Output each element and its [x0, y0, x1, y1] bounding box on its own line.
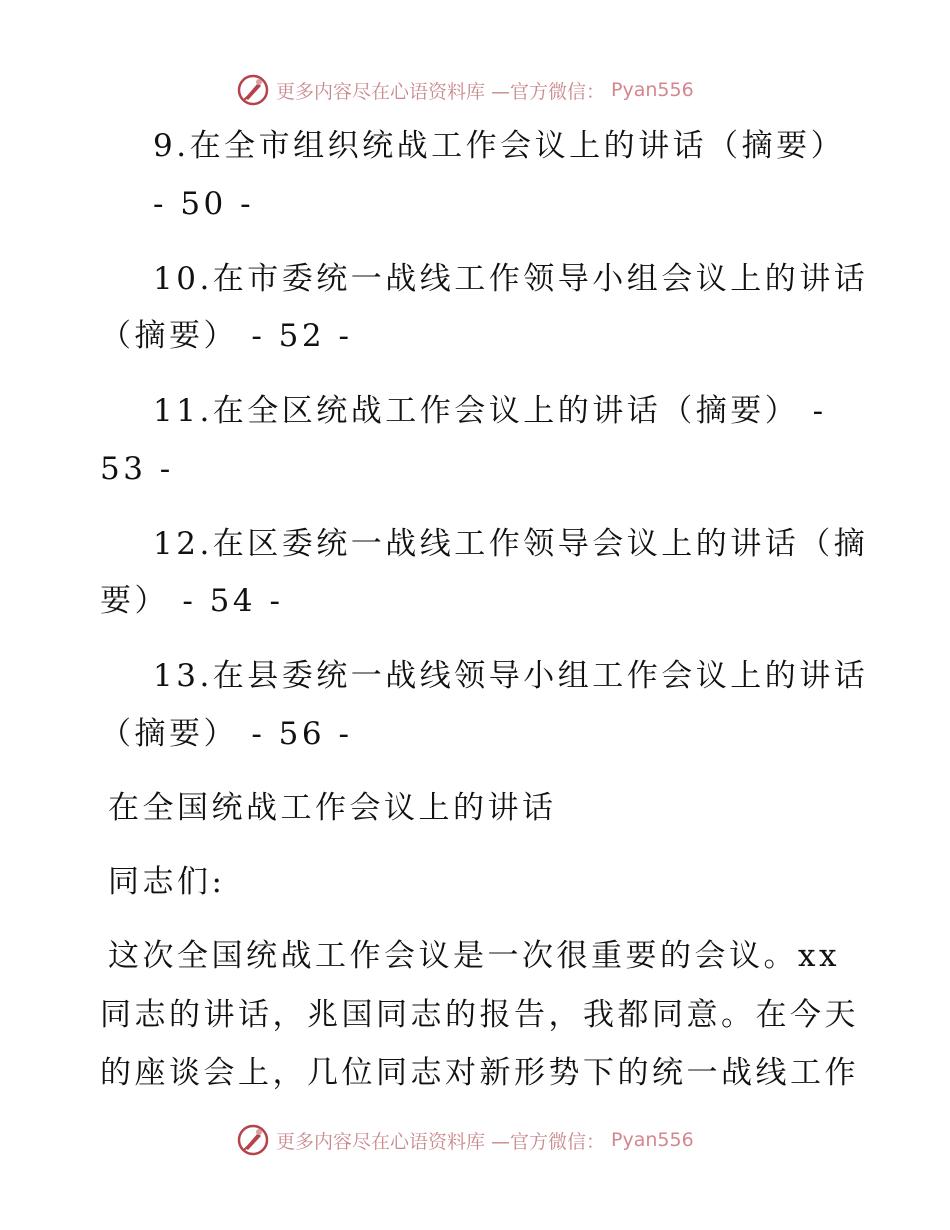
- toc-item-13-page: （摘要） - 56 -: [100, 716, 353, 752]
- speech-body-line-2: 同志的讲话，兆国同志的报告，我都同意。在今天: [100, 997, 859, 1033]
- watermark-wechat-label: —官方微信：: [491, 1130, 606, 1153]
- footer-watermark: [236, 1122, 694, 1158]
- toc-item-12-page: 要） - 54 -: [100, 583, 284, 619]
- speech-salutation: 同志们:: [108, 864, 226, 900]
- pen-logo-icon: [236, 1123, 270, 1157]
- toc-item-10-title: 10.在市委统一战线工作领导小组会议上的讲话: [153, 261, 869, 297]
- toc-item-9-title: 9.在全市组织统战工作会议上的讲话（摘要）: [153, 128, 846, 164]
- watermark-text: 更多内容尽在心语资料库: [276, 1130, 486, 1153]
- speech-body-line-1: 这次全国统战工作会议是一次很重要的会议。xx: [108, 938, 840, 974]
- watermark-text: 更多内容尽在心语资料库: [276, 80, 486, 103]
- toc-item-12-title: 12.在区委统一战线工作领导会议上的讲话（摘: [153, 526, 869, 562]
- toc-item-13-title: 13.在县委统一战线领导小组工作会议上的讲话: [153, 658, 869, 694]
- toc-item-10-page: （摘要） - 52 -: [100, 318, 353, 354]
- pen-logo-icon: [236, 73, 270, 107]
- speech-body-line-3: 的座谈会上，几位同志对新形势下的统一战线工作: [100, 1055, 859, 1091]
- toc-item-11-title: 11.在全区统战工作会议上的讲话（摘要） -: [153, 393, 827, 429]
- watermark-wechat-id: Pyan556: [611, 79, 694, 101]
- speech-title: 在全国统战工作会议上的讲话: [108, 790, 557, 826]
- header-watermark: [236, 72, 694, 108]
- toc-item-9-page: - 50 -: [153, 186, 255, 222]
- toc-item-11-page: 53 -: [100, 451, 174, 487]
- watermark-wechat-id: Pyan556: [611, 1129, 694, 1151]
- watermark-wechat-label: —官方微信：: [491, 80, 606, 103]
